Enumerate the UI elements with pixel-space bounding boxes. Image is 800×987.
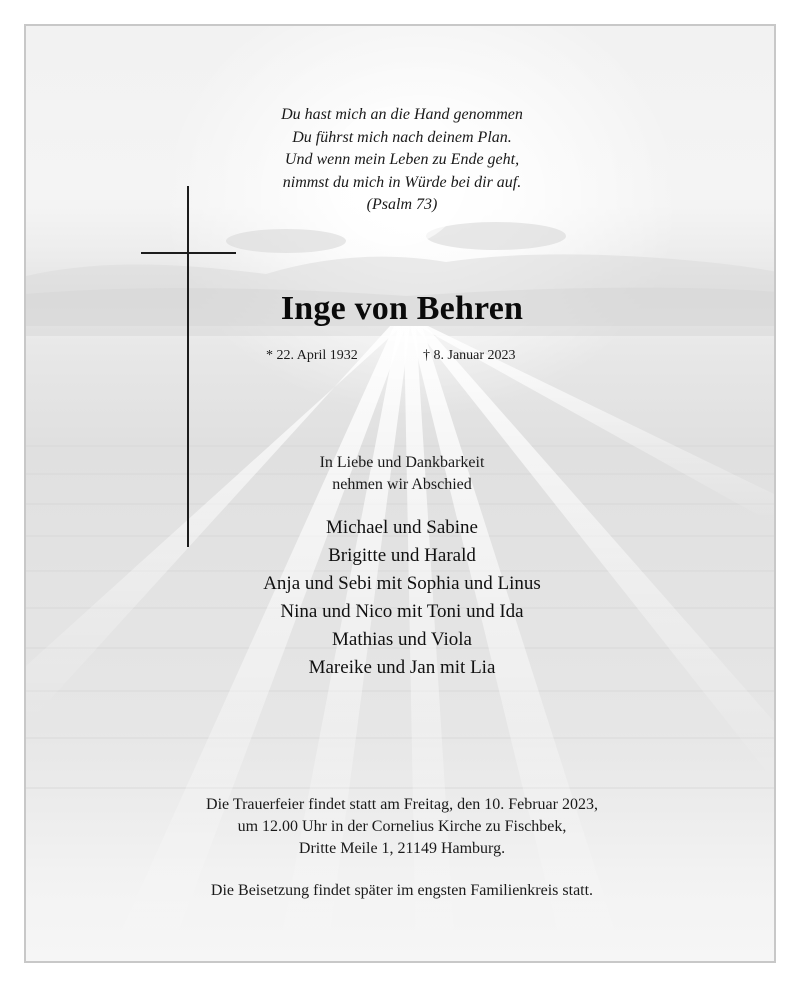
farewell-text <box>26 452 776 496</box>
burial-info: Die Beisetzung findet später im engsten Familienkreis statt. <box>210 882 594 899</box>
psalm-line: Du führst mich nach deinem Plan. <box>292 128 512 146</box>
service-line: um 12.00 Uhr in der Cornelius Kirche zu Fischbek, <box>237 818 567 835</box>
mourner-entry: Anja und Sebi mit Sophia und Linus <box>263 573 541 594</box>
farewell-line: In Liebe und Dankbarkeit <box>319 454 485 471</box>
psalm-reference: (Psalm 73) <box>366 196 438 213</box>
mourners-list <box>26 514 776 682</box>
deceased-name: Inge von Behren <box>280 290 524 327</box>
funeral-service-info <box>26 794 776 860</box>
mourner-entry: Mathias und Viola <box>332 629 472 650</box>
service-line: Dritte Meile 1, 21149 Hamburg. <box>298 840 506 857</box>
psalm-line: nimmst du mich in Würde bei dir auf. <box>282 173 522 191</box>
psalm-line: Und wenn mein Leben zu Ende geht, <box>284 151 520 168</box>
obituary-frame <box>24 24 776 963</box>
birth-date: * 22. April 1932 <box>266 348 358 363</box>
mourner-entry: Brigitte und Harald <box>328 545 476 566</box>
mourner-entry: Michael und Sabine <box>326 517 478 538</box>
psalm-line: Du hast mich an die Hand genommen <box>281 106 523 123</box>
mourner-entry: Nina und Nico mit Toni und Ida <box>280 601 524 622</box>
death-date: † 8. Januar 2023 <box>423 348 516 363</box>
psalm-quote <box>26 104 776 217</box>
cloud-shape <box>226 229 346 253</box>
mourner-entry: Mareike und Jan mit Lia <box>308 657 496 678</box>
farewell-line: nehmen wir Abschied <box>332 476 472 493</box>
cross-icon-horizontal <box>141 252 236 254</box>
cloud-shape <box>426 222 566 250</box>
service-line: Die Trauerfeier findet statt am Freitag, den 10. Februar 2023, <box>206 796 598 813</box>
